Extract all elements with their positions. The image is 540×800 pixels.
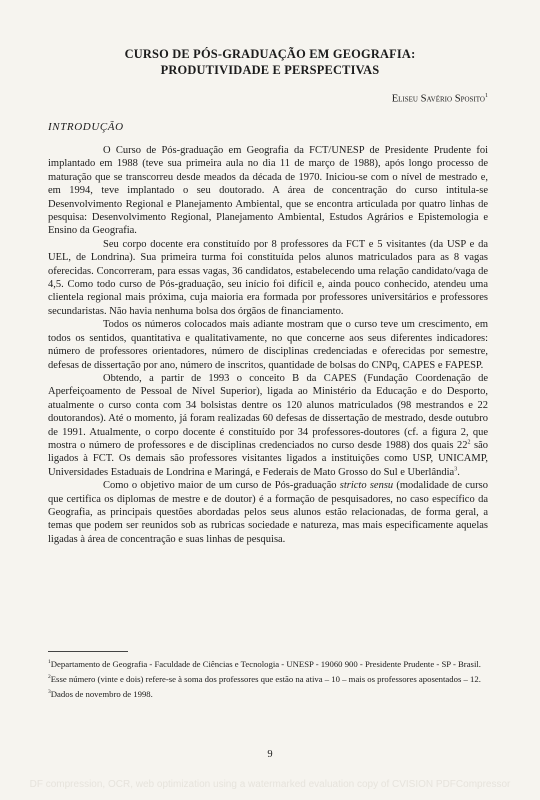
title-line-2: PRODUTIVIDADE E PERSPECTIVAS [160, 63, 380, 77]
footnote-ref-2: 2 [467, 439, 471, 446]
article-title [40, 46, 500, 78]
author-text: Eliseu Savério Sposito [391, 93, 485, 105]
article-body [48, 144, 488, 546]
footnote-mark: 1 [48, 659, 51, 665]
footnote-mark: 2 [48, 674, 51, 681]
footnote-3 [48, 687, 488, 700]
footnote-mark: 3 [48, 689, 51, 696]
footnote-2 [48, 672, 488, 685]
watermark-text: DF compression, OCR, web optimization using a watermarked evaluation copy of CVISION PDFCompressor [29, 779, 511, 790]
footnote-divider [48, 651, 128, 652]
section-heading: INTRODUÇÃO [48, 121, 124, 133]
author-footnote-mark: 1 [485, 93, 488, 99]
paragraph-5 [48, 479, 488, 546]
paragraph-1: O Curso de Pós-graduação em Geografia da FCT/UNESP de Presidente Prudente foi implantado em 1988 (teve sua primeira aula no dia 11 de março de 1988), após longo processo de maturação que se transcorreu desde meados da década de 1970. Iniciou-se com o nível de mestrado e, em 1994, teve implantado o seu doutorado. A área de concentração do curso intitula-se Desenvolvimento Regional e Planejamento Ambiental, que se encontra articulada por quatro linhas de pesquisa: Desenvolvimento Regional, Planejamento Ambiental, Estudos Agrários e Epistemologia e Ensino da Geografia. [48, 145, 488, 237]
footnote-text: Departamento de Geografia - Faculdade de Ciências e Tecnologia - UNESP - 19060 900 - Presidente Prudente - SP - Brasil. [50, 658, 481, 669]
author-name [392, 93, 488, 105]
title-line-1: CURSO DE PÓS-GRADUAÇÃO EM GEOGRAFIA: [124, 47, 416, 61]
paragraph-4-part-b: são ligados à FCT. Os demais são professores visitantes ligados a instituições como USP, UNICAMP, Universidades Estaduais de Londrina e Maringá, e Federais de Mato Grosso do Sul e Uberlândia [48, 439, 488, 478]
paragraph-4-part-a: Obtendo, a partir de 1993 o conceito B da CAPES (Fundação Coordenação de Aperfeiçoamento de Pessoal de Nível Superior), ligada ao Ministério da Educação e do Desporto, atualmente o curso conta com 34 bolsistas dentre os 120 alunos matriculados (98 mestrandos e 22 doutorandos). Até o momento, já foram realizadas 60 defesas de dissertação de mestrado, desde outubro de 1991. Atualmente, o corpo docente é constituído por 34 professores-doutores (cf. a figura 2, que mostra o número de professores e de disciplinas credenciados no curso desde 1988) dos quais 22 [48, 372, 488, 451]
stricto-sensu-term: stricto sensu [339, 480, 394, 492]
paragraph-4-part-c: . [457, 466, 460, 478]
paragraph-3: Todos os números colocados mais adiante mostram que o curso teve um crescimento, em todos os sentidos, quantitativa e qualitativamente, no que concerne aos seus diferentes indicadores: número de professores orientadores, número de disciplinas credenciadas e oferecidas por semestre, defesas de dissertação por ano, número de inscritos, quantidade de bolsas do CNPq, CAPES e FAPESP. [48, 319, 488, 371]
footnotes [48, 657, 488, 702]
paragraph-2: Seu corpo docente era constituído por 8 professores da FCT e 5 visitantes (da USP e da UEL, de Londrina). Sua primeira turma foi constituída pelos alunos matriculados para as 8 vagas oferecidas. Concorreram, para essas vagas, 36 candidatos, estabelecendo uma relação candidato/vaga de 4,5. Como todo curso de Pós-graduação, seu início foi difícil e, ainda pouco conhecido, atendeu uma clientela regional mais próxima, cuja maioria era formada por professores universitários e professores secundaristas. Não havia nenhuma bolsa dos órgãos de financiamento. [48, 238, 488, 317]
footnote-1 [48, 657, 488, 670]
paragraph-4 [48, 372, 488, 479]
paragraph-5-part-a: Como o objetivo maior de um curso de Pós-graduação [103, 480, 340, 492]
paragraph-5-part-b: (modalidade de curso que certifica os diplomas de mestre e de doutor) é a formação de pesquisadores, no caso específico da Geografia, as principais questões abordadas pelos seus alunos estão relacionadas, de forma geral, a temas que podem ser reunidos sob as rubricas sociedade e natureza, mas mais especificamente aquelas ligadas à área de concentração e suas linhas de pesquisa. [48, 480, 488, 545]
footnote-text: Dados de novembro de 1998. [50, 689, 153, 700]
footnote-text: Esse número (vinte e dois) refere-se à soma dos professores que estão na ativa – 10 – mais os professores aposentados – 12. [50, 673, 481, 684]
page-number: 9 [267, 749, 273, 760]
footnote-ref-3: 3 [454, 466, 458, 473]
